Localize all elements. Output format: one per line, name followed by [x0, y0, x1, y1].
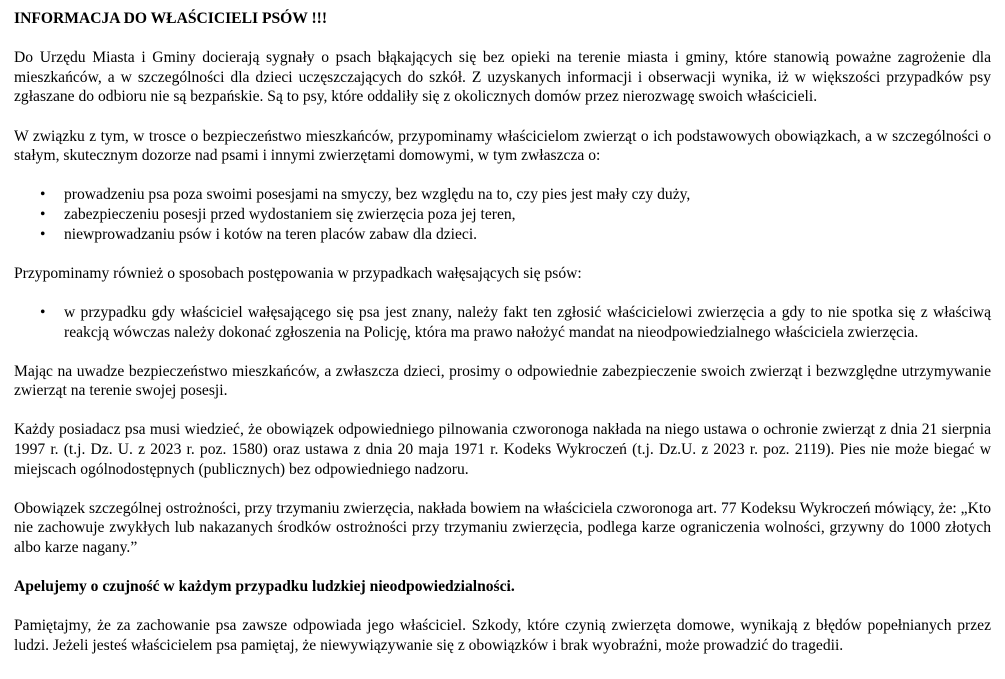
bullet-icon: •: [40, 303, 46, 321]
list-item-text: niewprowadzaniu psów i kotów na teren placów zabaw dla dzieci.: [64, 225, 478, 243]
procedures-paragraph: Przypominamy również o sposobach postępowania w przypadkach wałęsających się psów:: [14, 264, 582, 282]
safety-paragraph: Mając na uwadze bezpieczeństwo mieszkańców, a zwłaszcza dzieci, prosimy o odpowiednie zabezpieczenie swoich zwierząt i bezwzględne utrzymywanie zwierząt na terenie swojej posesji.: [14, 362, 991, 400]
list-item-text: w przypadku gdy właściciel wałęsającego się psa jest znany, należy fakt ten zgłosić właścicielowi zwierzęcia a gdy to nie spotka się z właściwą reakcją wówczas należy dokonać zgłoszenia na Policję, która ma prawo nałożyć mandat na nieodpowiedzialnego właściciela zwierzęcia.: [64, 303, 991, 341]
owner-duties-list: [14, 185, 991, 244]
article-77-paragraph: Obowiązek szczególnej ostrożności, przy trzymaniu zwierzęcia, nakłada bowiem na właściciela czworonoga art. 77 Kodeksu Wykroczeń mówiący, że: „Kto nie zachowuje zwykłych lub nakazanych środków ostrożności przy trzymaniu zwierzęcia, podlega karze ograniczenia wolności, grzywny do 1000 złotych albo karze nagany.”: [14, 499, 991, 557]
list-item-text: zabezpieczeniu posesji przed wydostaniem się zwierzęcia poza jej teren,: [64, 205, 516, 223]
document-title: INFORMACJA DO WŁAŚCICIELI PSÓW !!!: [14, 10, 328, 27]
list-item: [40, 205, 991, 225]
list-item: [40, 185, 991, 205]
bullet-icon: •: [40, 225, 46, 243]
appeal-heading: Apelujemy o czujność w każdym przypadku ludzkiej nieodpowiedzialności.: [14, 578, 515, 596]
reminder-paragraph: W związku z tym, w trosce o bezpieczeństwo mieszkańców, przypominamy właścicielom zwierząt o ich podstawowych obowiązkach, a w szczególności o stałym, skutecznym dozorze nad psami i innymi zwierzętami domowymi, w tym zwłaszcza o:: [14, 127, 991, 165]
intro-paragraph: Do Urzędu Miasta i Gminy docierają sygnały o psach błąkających się bez opieki na terenie miasta i gminy, które stanowią poważne zagrożenie dla mieszkańców, a w szczególności dla dzieci uczęszczających do szkół. Z uzyskanych informacji i obserwacji wynika, iż w większości przypadków psy zgłaszane do odbioru nie są bezpańskie. Są to psy, które oddaliły się z okolicznych domów przez nierozwagę swoich właścicieli.: [14, 49, 991, 106]
legal-basis-paragraph: Każdy posiadacz psa musi wiedzieć, że obowiązek odpowiedniego pilnowania czworonoga nakłada na niego ustawa o ochronie zwierząt z dnia 21 sierpnia 1997 r. (t.j. Dz. U. z 2023 r. poz. 1580) oraz ustawa z dnia 20 maja 1971 r. Kodeks Wykroczeń (t.j. Dz.U. z 2023 r. poz. 2119). Pies nie może biegać w miejscach ogólnodostępnych (publicznych) bez odpowiedniego nadzoru.: [14, 421, 991, 478]
closing-paragraph: Pamiętajmy, że za zachowanie psa zawsze odpowiada jego właściciel. Szkody, które czynią zwierzęta domowe, wynikają z błędów popełnianych przez ludzi. Jeżeli jesteś właścicielem psa pamiętaj, że niewywiązywanie się z obowiązków i brak wyobraźni, może prowadzić do tragedii.: [14, 617, 991, 654]
bullet-icon: •: [40, 186, 46, 204]
procedures-list: [14, 303, 991, 342]
list-item: [40, 225, 991, 245]
list-item-text: prowadzeniu psa poza swoimi posesjami na smyczy, bez względu na to, czy pies jest mały czy duży,: [64, 186, 691, 204]
bullet-icon: •: [40, 205, 46, 223]
list-item: [40, 303, 991, 342]
